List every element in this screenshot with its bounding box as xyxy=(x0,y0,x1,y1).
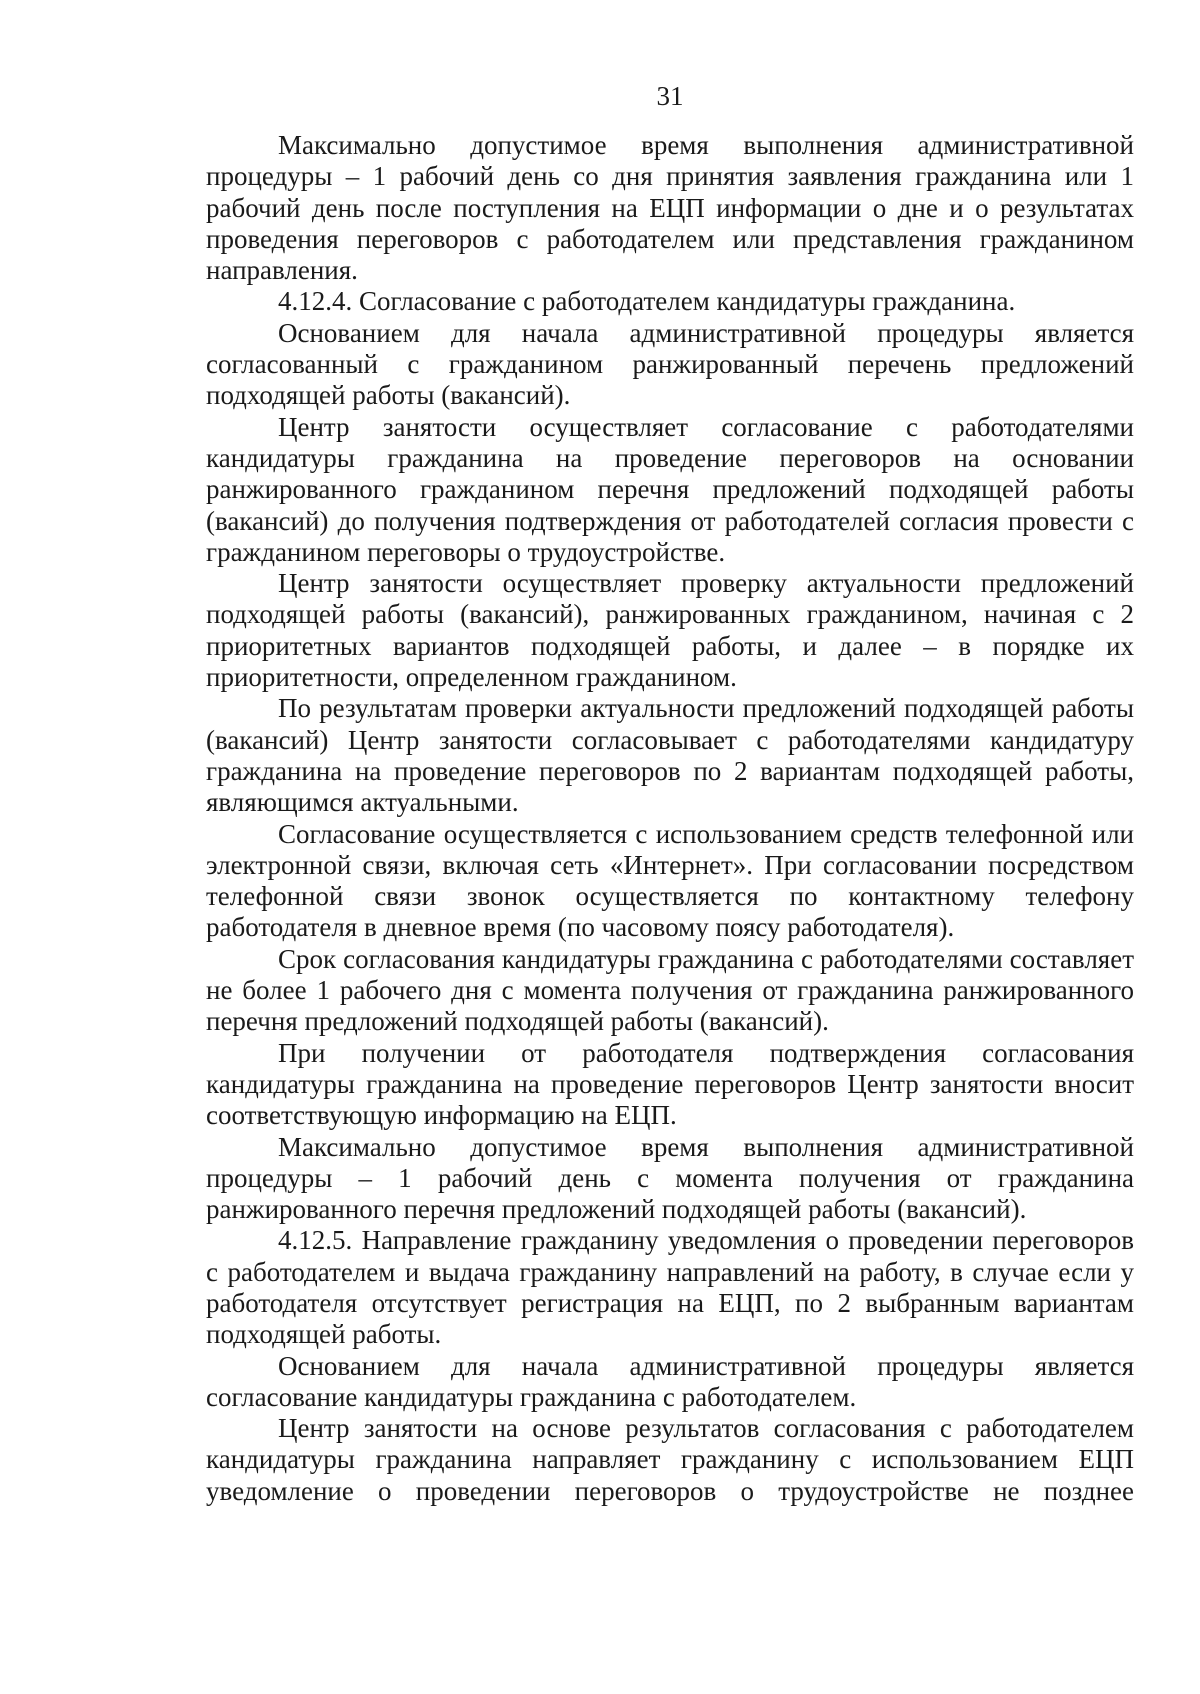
paragraph-approval-term: Срок согласования кандидатуры гражданина с работодателями составляет не более 1 рабочего дня с момента получения от гражданина ранжированного перечня предложений подходящей работы (вакансий). xyxy=(206,943,1134,1037)
paragraph-employer-approval: Центр занятости осуществляет согласование с работодателями кандидатуры гражданина на проведение переговоров на основании ранжированного гражданином перечня предложений подходящей работы (вакансий) до получения подтверждения от работодателей согласия провести с гражданином переговоры о трудоустройстве. xyxy=(206,411,1134,567)
paragraph-section-4-12-5-heading: 4.12.5. Направление гражданину уведомления о проведении переговоров с работодателем и выдача гражданину направлений на работу, в случае если у работодателя отсутствует регистрация на ЕЦП, по 2 выбранным вариантам подходящей работы. xyxy=(206,1225,1134,1350)
paragraph-ecp-entry: При получении от работодателя подтверждения согласования кандидатуры гражданина на проведение переговоров Центр занятости вносит соответствующую информацию на ЕЦП. xyxy=(206,1037,1134,1131)
paragraph-section-4-12-4-heading: 4.12.4. Согласование с работодателем кандидатуры гражданина. xyxy=(278,286,1016,317)
paragraph-max-time-2: Максимально допустимое время выполнения административной процедуры – 1 рабочий день с момента получения от гражданина ранжированного перечня предложений подходящей работы (вакансий). xyxy=(206,1131,1134,1225)
page-number: 31 xyxy=(656,81,684,111)
paragraph-basis-4-12-4: Основанием для начала административной процедуры является согласованный с гражданином ранжированный перечень предложений подходящей работы (вакансий). xyxy=(206,317,1134,411)
paragraph-relevance-check: Центр занятости осуществляет проверку актуальности предложений подходящей работы (вакансий), ранжированных гражданином, начиная с 2 приоритетных вариантов подходящей работы, и далее – в порядке их приоритетности, определенном гражданином. xyxy=(206,568,1134,693)
document-body xyxy=(206,130,1134,1507)
paragraph-communication-means: Согласование осуществляется с использованием средств телефонной или электронной связи, включая сеть «Интернет». При согласовании посредством телефонной связи звонок осуществляется по контактному телефону работодателя в дневное время (по часовому поясу работодателя). xyxy=(206,818,1134,943)
paragraph-max-time-1: Максимально допустимое время выполнения административной процедуры – 1 рабочий день со дня принятия заявления гражданина или 1 рабочий день после поступления на ЕЦП информации о дне и о результатах проведения переговоров с работодателем или представления гражданином направления. xyxy=(206,130,1134,286)
paragraph-basis-4-12-5: Основанием для начала административной процедуры является согласование кандидатуры гражданина с работодателем. xyxy=(206,1350,1134,1412)
paragraph-check-results: По результатам проверки актуальности предложений подходящей работы (вакансий) Центр занятости согласовывает с работодателями кандидатуру гражданина на проведение переговоров по 2 вариантам подходящей работы, являющимся актуальными. xyxy=(206,693,1134,818)
paragraph-notification: Центр занятости на основе результатов согласования с работодателем кандидатуры гражданина направляет гражданину с использованием ЕЦП уведомление о проведении переговоров о трудоустройстве не позднее xyxy=(206,1413,1134,1506)
